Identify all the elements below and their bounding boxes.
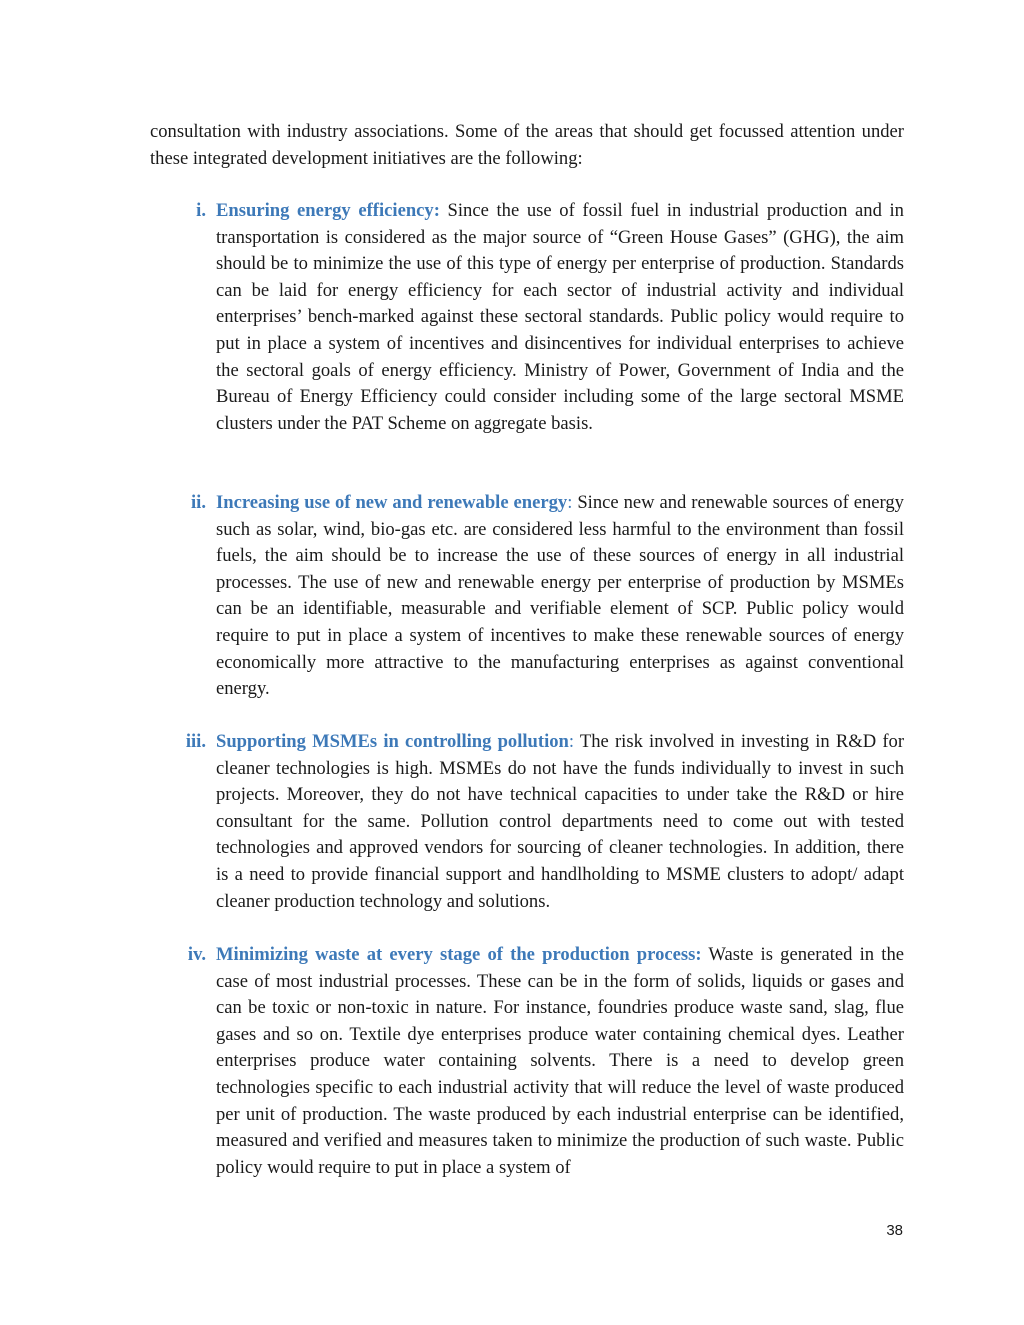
list-item-body <box>216 729 904 915</box>
list-item <box>150 198 904 437</box>
list-item <box>150 729 904 915</box>
list-item-text: Waste is generated in the case of most industrial processes. These can be in the form of solids, liquids or gases and can be toxic or non-toxic in nature. For instance, foundries produce waste sand, slag, flue gases and so on. Textile dye enterprises produce water containing chemical dyes. Leather enterprises produce water containing solvents. There is a need to develop green technologies specific to each industrial activity that will reduce the level of waste produced per unit of production. The waste produced by each industrial enterprise can be identified, measured and verified and measures taken to minimize the production of such waste. Public policy would require to put in place a system of <box>216 944 904 1178</box>
list-item-heading: Minimizing waste at every stage of the production process: <box>216 944 702 965</box>
list-item-body <box>216 198 904 437</box>
list-item-text: Since new and renewable sources of energy such as solar, wind, bio-gas etc. are considered less harmful to the environment than fossil fuels, the aim should be to increase the use of these sources of energy in all industrial processes. The use of new and renewable energy per enterprise of production by MSMEs can be an identifiable, measurable and verifiable element of SCP. Public policy would require to put in place a system of incentives to make these renewable sources of energy economically more attractive to the manufacturing enterprises as against conventional energy. <box>216 492 904 700</box>
list-item <box>150 490 904 703</box>
list-item <box>150 942 904 1181</box>
list-item-heading: Increasing use of new and renewable energy <box>216 492 568 513</box>
page-number: 38 <box>886 1222 903 1239</box>
list-item-heading: Supporting MSMEs in controlling pollution <box>216 731 569 752</box>
list-item-number: iii. <box>185 731 206 752</box>
list-item-number: iv. <box>187 944 206 965</box>
list-item-separator: : <box>567 492 573 513</box>
list-item-number: ii. <box>191 492 206 513</box>
list-item-text: The risk involved in investing in R&D for cleaner technologies is high. MSMEs do not have the funds individually to invest in such projects. Moreover, they do not have technical capacities to under take the R&D or hire consultant for the same. Pollution control departments need to come out with tested technologies and approved vendors for sourcing of cleaner technologies. In addition, there is a need to provide financial support and handlholding to MSME clusters to adopt/ adapt cleaner production technology and solutions. <box>216 731 905 912</box>
list-item-text: Since the use of fossil fuel in industrial production and in transportation is considered as the major source of “Green House Gases” (GHG), the aim should be to minimize the use of this type of energy per enterprise of production. Standards can be laid for energy efficiency for each sector of industrial activity and individual enterprises’ bench-marked against these sectoral standards. Public policy would require to put in place a system of incentives and disincentives for individual enterprises to achieve the sectoral goals of energy efficiency. Ministry of Power, Government of India and the Bureau of Energy Efficiency could consider including some of the large sectoral MSME clusters under the PAT Scheme on aggregate basis. <box>216 200 904 434</box>
list-item-number: i. <box>196 200 206 221</box>
intro-paragraph: consultation with industry associations. Some of the areas that should get focussed attention under these integrated development initiatives are the following: <box>150 121 904 169</box>
list-item-body <box>216 942 904 1181</box>
list-item-separator: : <box>568 731 575 752</box>
list-item-heading: Ensuring energy efficiency: <box>216 200 440 221</box>
list-item-body <box>216 490 904 703</box>
